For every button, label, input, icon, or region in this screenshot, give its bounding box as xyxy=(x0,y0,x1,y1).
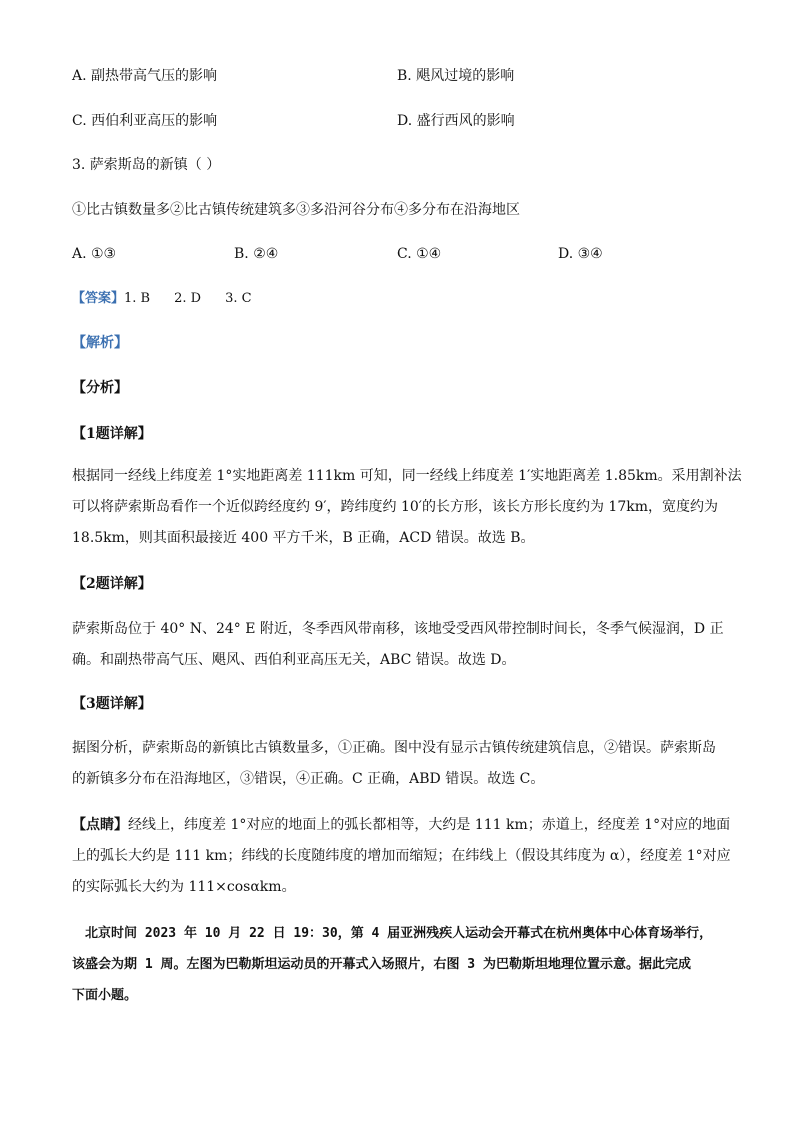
detail2-line: 萨索斯岛位于 40° N、24° E 附近，冬季西风带南移，该地受受西风带控制时间长，冬季气候湿润，D 正 xyxy=(72,621,724,637)
detail3-line: 的新镇多分布在沿海地区，③错误，④正确。C 正确，ABD 错误。故选 C。 xyxy=(72,771,545,787)
detail1-body xyxy=(72,461,742,554)
detail3-body xyxy=(72,733,722,795)
tip-text: 经线上，纬度差 1°对应的地面上的弧长都相等，大约是 111 km；赤道上，经度差 1°对应的地面 xyxy=(128,817,731,833)
detail3-line: 据图分析，萨索斯岛的新镇比古镇数量多，①正确。图中没有显示古镇传统建筑信息，②错误。萨索斯岛 xyxy=(72,740,716,756)
q2-option-d: D. 盛行西风的影响 xyxy=(397,113,515,129)
analysis-label: 【解析】 xyxy=(72,335,128,351)
intro-line: 该盛会为期 1 周。左图为巴勒斯坦运动员的开幕式入场照片，右图 3 为巴勒斯坦地理位置示意。据此完成 xyxy=(72,957,691,972)
q3-option-b: B. ②④ xyxy=(234,246,279,262)
q3-stem: 3. 萨索斯岛的新镇（ ） xyxy=(72,157,221,173)
fenxi-label: 【分析】 xyxy=(72,380,128,396)
detail1-line: 根据同一经线上纬度差 1°实地距离差 111km 可知，同一经线上纬度差 1′实地距离差 1.85km。采用割补法 xyxy=(72,468,742,484)
detail1-line: 18.5km，则其面积最接近 400 平方千米，B 正确，ACD 错误。故选 B。 xyxy=(72,530,535,546)
tip-line xyxy=(72,810,731,841)
detail1-line: 可以将萨索斯岛看作一个近似跨经度约 9′，跨纬度约 10′的长方形，该长方形长度约为 17km，宽度约为 xyxy=(72,499,719,515)
q2-option-c: C. 西伯利亚高压的影响 xyxy=(72,113,218,129)
q2-option-b: B. 飓风过境的影响 xyxy=(397,68,515,84)
answer-label: 【答案】 xyxy=(72,291,125,306)
detail2-body xyxy=(72,614,722,676)
tip-label: 【点睛】 xyxy=(72,817,128,833)
q3-option-d: D. ③④ xyxy=(558,246,603,262)
intro-paragraph xyxy=(72,918,724,1011)
intro-line: 下面小题。 xyxy=(72,988,138,1003)
detail3-label: 【3题详解】 xyxy=(72,696,152,712)
answer-line xyxy=(72,290,276,308)
answer-2: 2. D xyxy=(174,291,202,306)
q2-option-a: A. 副热带高气压的影响 xyxy=(72,68,218,84)
detail2-line: 确。和副热带高气压、飓风、西伯利亚高压无关，ABC 错误。故选 D。 xyxy=(72,652,516,668)
tip-body xyxy=(72,810,731,903)
intro-line: 北京时间 2023 年 10 月 22 日 19：30，第 4 届亚洲残疾人运动会开幕式在杭州奥体中心体育场举行， xyxy=(72,926,713,941)
q3-statements: ①比古镇数量多②比古镇传统建筑多③多沿河谷分布④多分布在沿海地区 xyxy=(72,202,520,218)
q3-option-c: C. ①④ xyxy=(397,246,442,262)
tip-line: 上的弧长大约是 111 km；纬线的长度随纬度的增加而缩短；在纬线上（假设其纬度为 α），经度差 1°对应 xyxy=(72,848,731,864)
q3-option-a: A. ①③ xyxy=(72,246,117,262)
detail2-label: 【2题详解】 xyxy=(72,576,152,592)
tip-line: 的实际弧长大约为 111×cosαkm。 xyxy=(72,879,296,895)
answer-3: 3. C xyxy=(225,291,252,306)
detail1-label: 【1题详解】 xyxy=(72,426,152,442)
answer-1: 1. B xyxy=(124,291,151,306)
